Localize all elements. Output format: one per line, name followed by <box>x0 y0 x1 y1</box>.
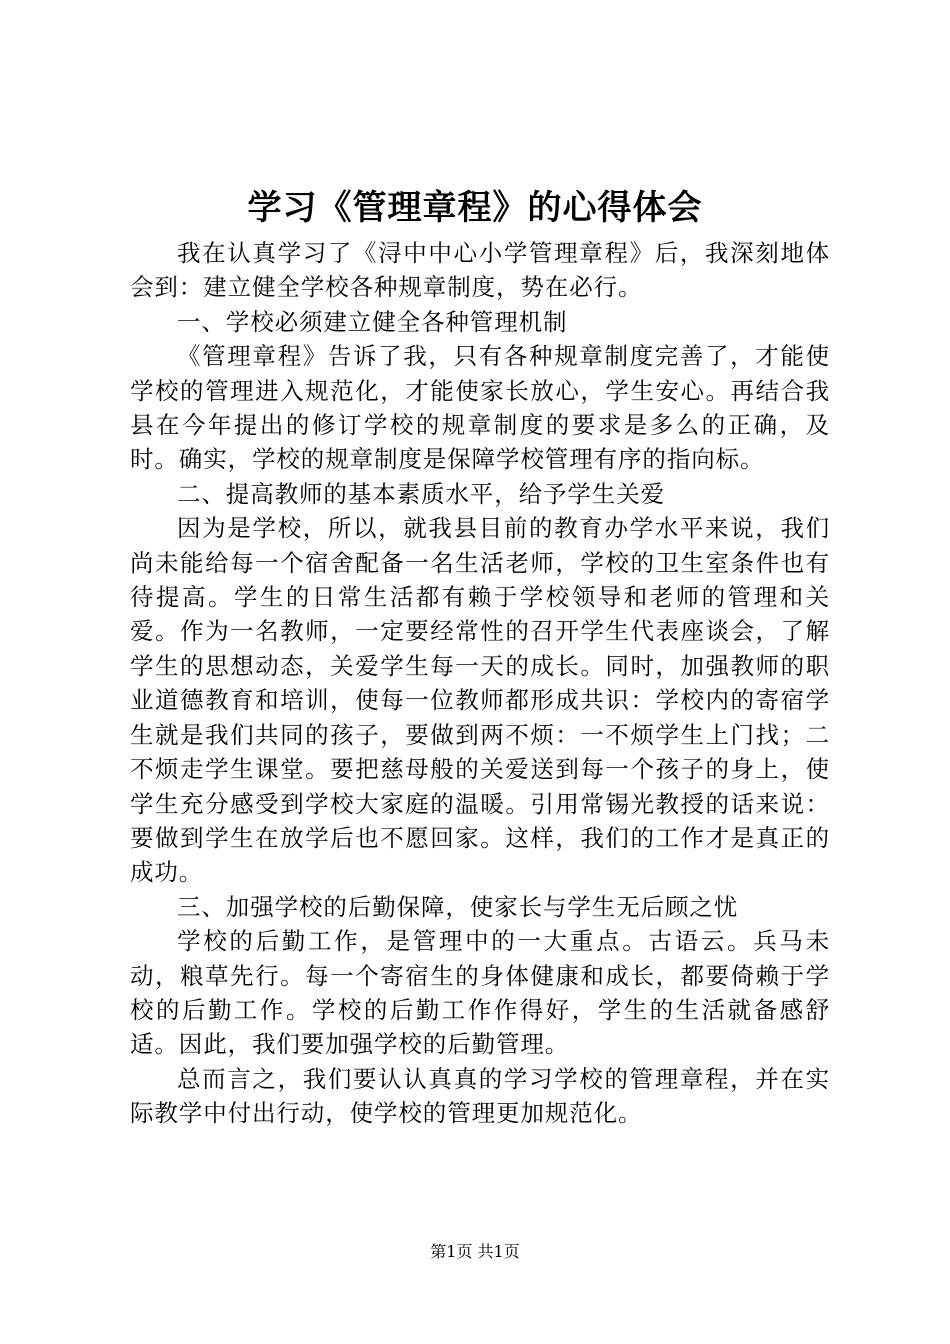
page-footer: 第1页 共1页 <box>430 1242 520 1261</box>
section-heading-1: 一、学校必须建立健全各种管理机制 <box>177 307 568 336</box>
document-title: 学习《管理章程》的心得体会 <box>247 188 703 228</box>
paragraph-section-1: 《管理章程》告诉了我，只有各种规章制度完善了，才能使学校的管理进入规范化，才能使家长放心，学生安心。再结合我县在今年提出的修订学校的规章制度的要求是多么的正确，及时。确实，学校的规章制度是保障学校管理有序的指向标。 <box>130 342 830 474</box>
document-body <box>130 236 830 1131</box>
paragraph-section-3: 学校的后勤工作，是管理中的一大重点。古语云。兵马未动，粮草先行。每一个寄宿生的身体健康和成长，都要倚赖于学校的后勤工作。学校的后勤工作作得好，学生的生活就备感舒适。因此，我们要加强学校的后勤管理。 <box>130 927 830 1059</box>
paragraph-conclusion: 总而言之，我们要认认真真的学习学校的管理章程，并在实际教学中付出行动，使学校的管理更加规范化。 <box>130 1064 830 1128</box>
section-heading-3: 三、加强学校的后勤保障，使家长与学生无后顾之忧 <box>177 892 739 921</box>
paragraph-section-2: 因为是学校，所以，就我县目前的教育办学水平来说，我们尚未能给每一个宿舍配备一名生活老师，学校的卫生室条件也有待提高。学生的日常生活都有赖于学校领导和老师的管理和关爱。作为一名教师，一定要经常性的召开学生代表座谈会，了解学生的思想动态，关爱学生每一天的成长。同时，加强教师的职业道德教育和培训，使每一位教师都形成共识：学校内的寄宿学生就是我们共同的孩子，要做到两不烦：一不烦学生上门找；二不烦走学生课堂。要把慈母般的关爱送到每一个孩子的身上，使学生充分感受到学校大家庭的温暖。引用常锡光教授的话来说：要做到学生在放学后也不愿回家。这样，我们的工作才是真正的成功。 <box>130 514 830 887</box>
paragraph-intro: 我在认真学习了《浔中中心小学管理章程》后，我深刻地体会到：建立健全学校各种规章制度，势在必行。 <box>130 239 830 302</box>
section-heading-2: 二、提高教师的基本素质水平，给予学生关爱 <box>177 479 665 508</box>
